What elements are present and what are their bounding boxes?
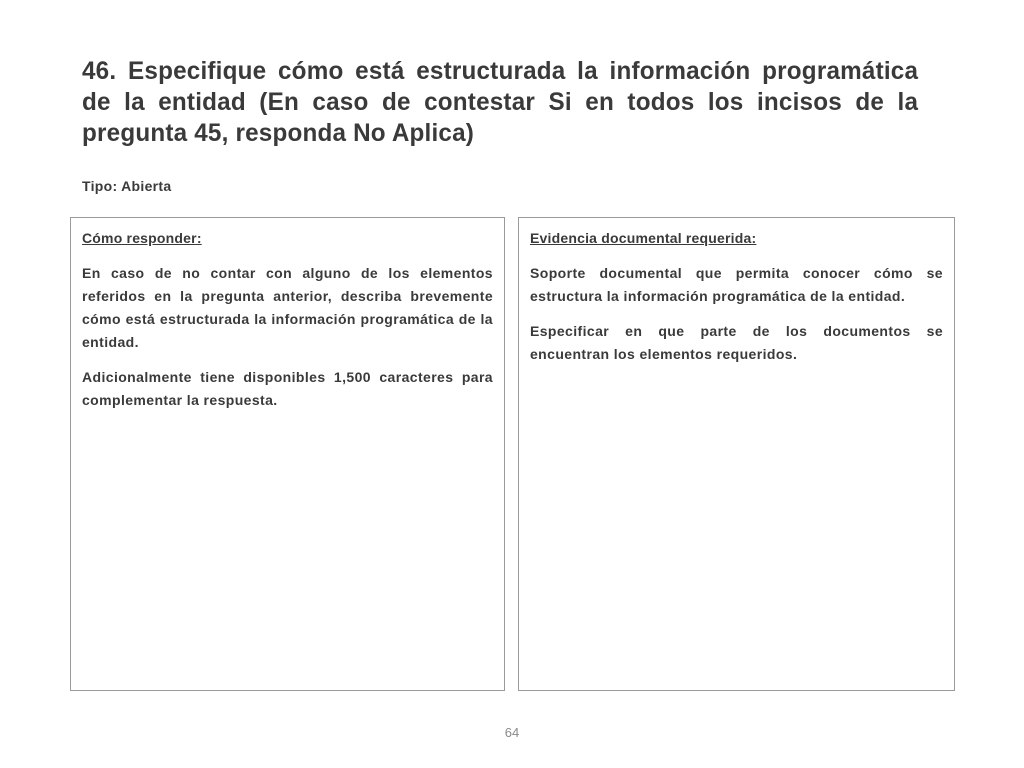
question-title: 46. Especifique cómo está estructurada la información programática de la entidad (En caso de contestar Si en todos los incisos de la pregunta 45, responda No Aplica) — [82, 57, 919, 147]
question-type-label: Tipo: Abierta — [82, 178, 172, 194]
required-evidence-panel — [518, 217, 955, 691]
how-to-answer-paragraph: Adicionalmente tiene disponibles 1,500 caracteres para complementar la respuesta. — [82, 369, 493, 408]
required-evidence-paragraph: Soporte documental que permita conocer cómo se estructura la información programática de la entidad. — [530, 265, 943, 304]
how-to-answer-paragraph: En caso de no contar con alguno de los elementos referidos en la pregunta anterior, describa brevemente cómo está estructurada la información programática de la entidad. — [82, 265, 493, 350]
page-number: 64 — [504, 725, 520, 740]
how-to-answer-heading: Cómo responder: — [82, 230, 202, 246]
required-evidence-paragraph: Especificar en que parte de los documentos se encuentran los elementos requeridos. — [530, 323, 943, 362]
how-to-answer-panel — [70, 217, 505, 691]
required-evidence-heading: Evidencia documental requerida: — [530, 230, 757, 246]
